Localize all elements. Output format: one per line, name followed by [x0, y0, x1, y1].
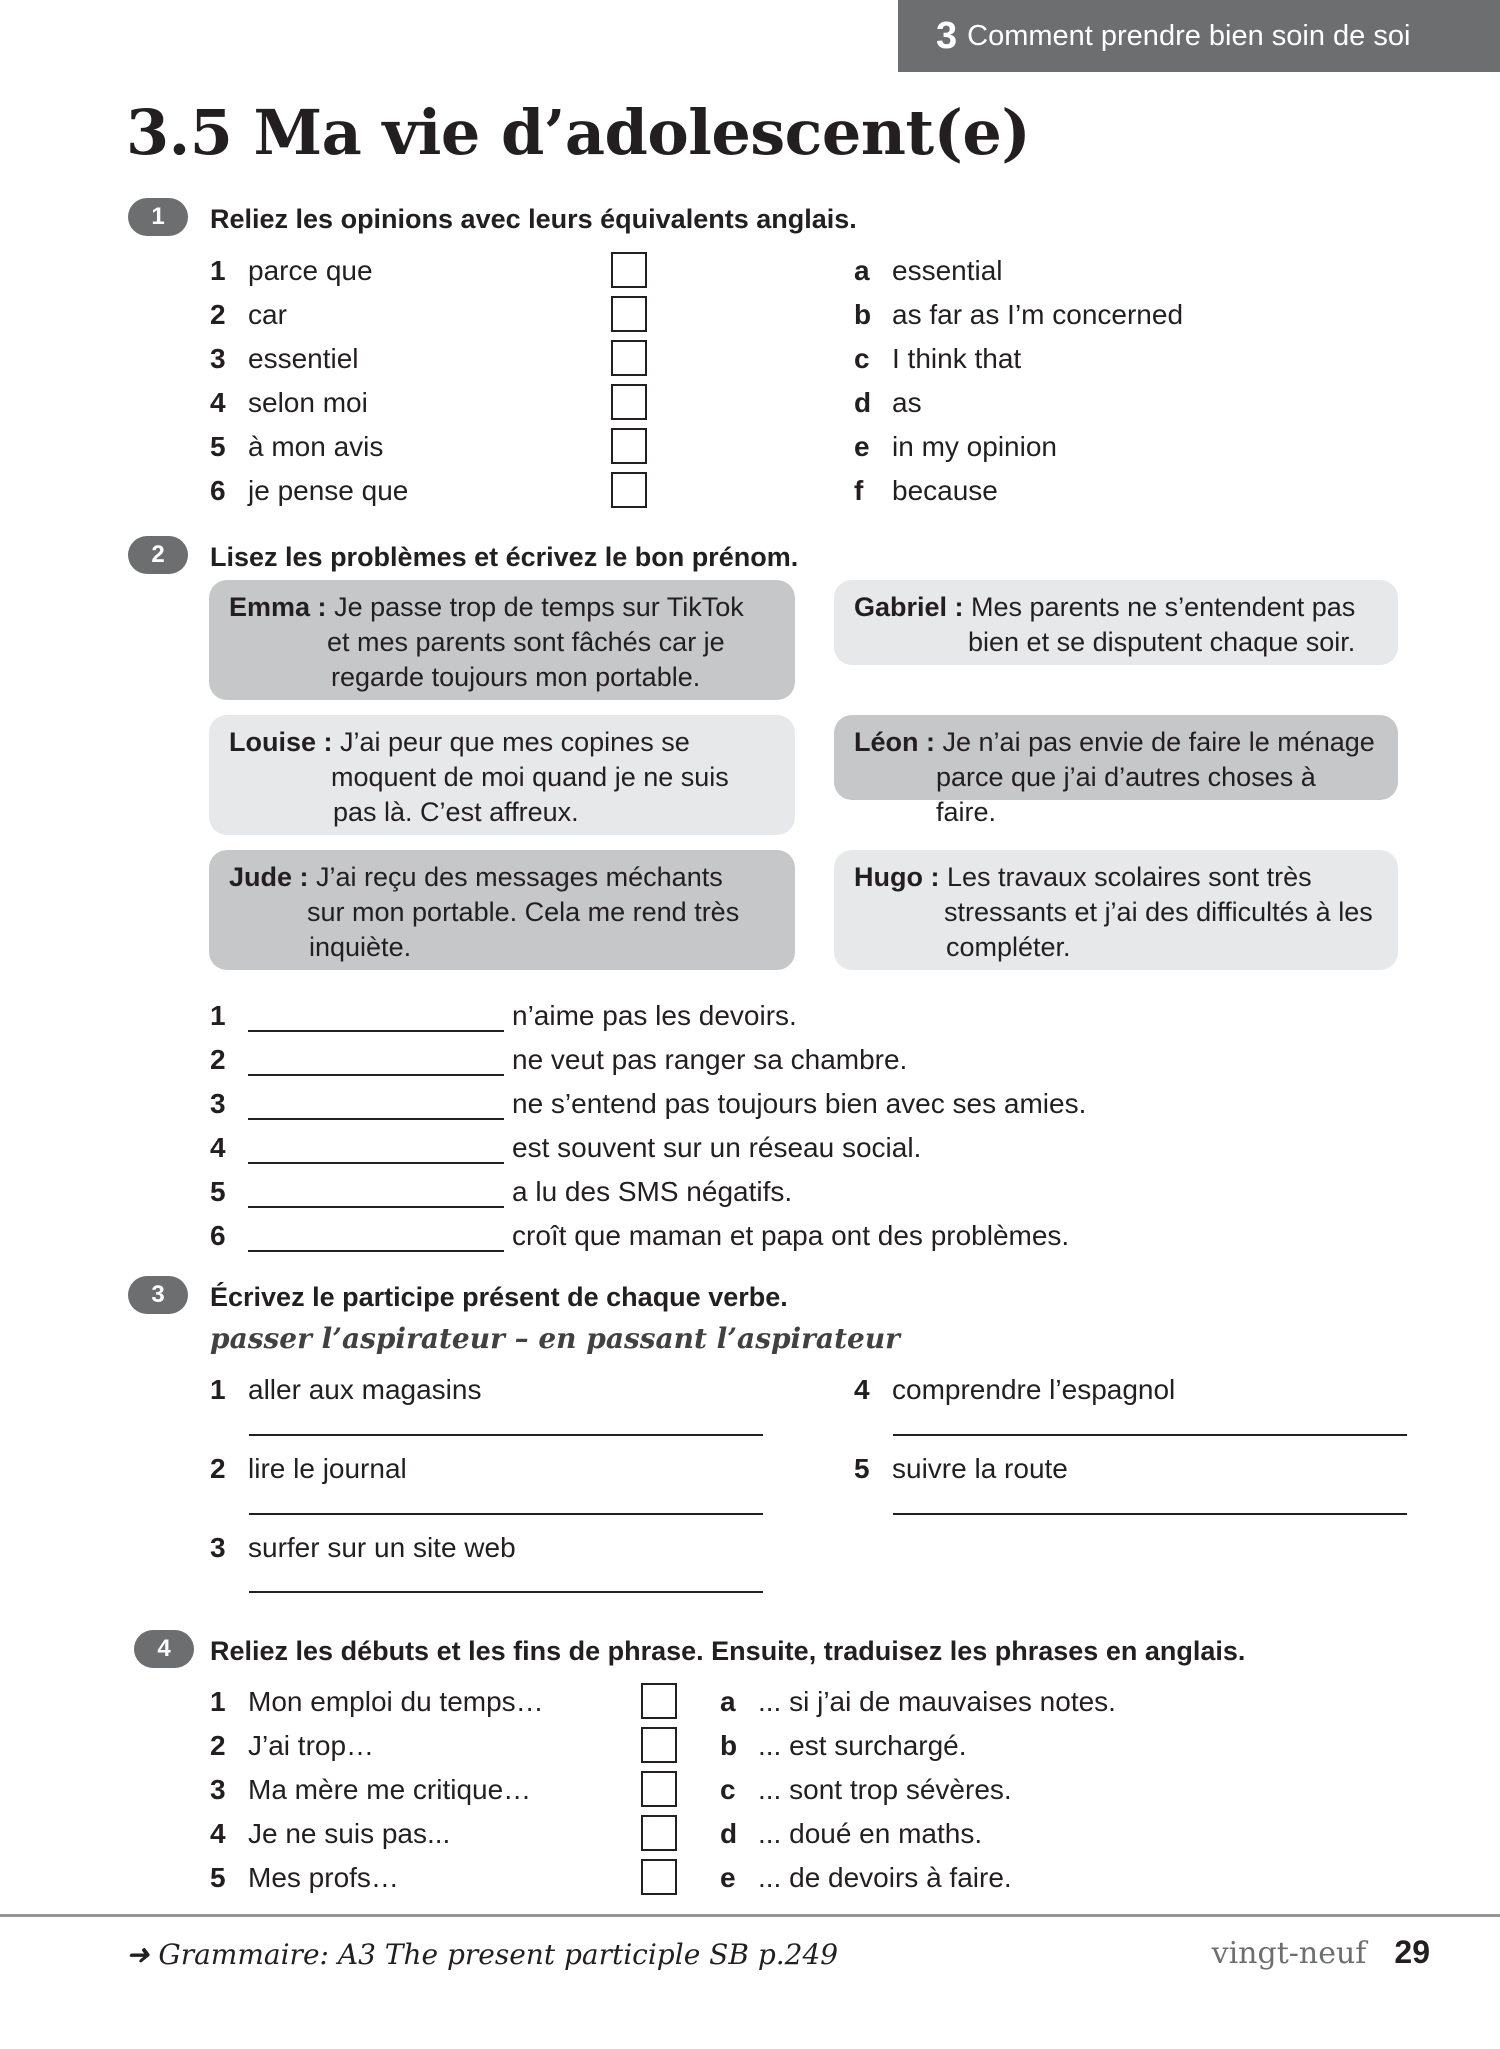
list-item: c I think that: [854, 343, 1022, 374]
list-item: 3 Ma mère me critique…: [210, 1774, 532, 1805]
speech-bubble-gabriel: Gabriel : Mes parents ne s’entendent pas bien et se disputent chaque soir.: [834, 580, 1398, 665]
list-item: 1 Mon emploi du temps…: [210, 1686, 544, 1717]
list-item: a essential: [854, 255, 1003, 286]
answer-box-5[interactable]: [611, 428, 647, 464]
answer-line-5[interactable]: [893, 1513, 1407, 1515]
list-item: 3 ne s’entend pas toujours bien avec ses amies.: [210, 1088, 1087, 1119]
list-item: b ... est surchargé.: [720, 1730, 967, 1761]
list-item: 6 croît que maman et papa ont des problèmes.: [210, 1220, 1070, 1251]
answer-box-2[interactable]: [611, 296, 647, 332]
page-number-word: vingt-neuf: [1211, 1936, 1367, 1971]
list-item: 5 a lu des SMS négatifs.: [210, 1176, 793, 1207]
list-item: 5 suivre la route: [854, 1453, 1068, 1484]
speech-bubble-leon: Léon : Je n’ai pas envie de faire le ménage parce que j’ai d’autres choses à faire.: [834, 715, 1398, 800]
list-item: c ... sont trop sévères.: [720, 1774, 1012, 1805]
list-item: 6 je pense que: [210, 475, 409, 506]
page-title: 3.5 Ma vie d’adolescent(e): [126, 96, 1031, 169]
answer-box-2[interactable]: [641, 1727, 677, 1763]
list-item: 5 à mon avis: [210, 431, 384, 462]
chapter-title: Comment prendre bien soin de soi: [967, 19, 1411, 52]
footer-divider: [0, 1914, 1500, 1917]
list-item: 3 surfer sur un site web: [210, 1532, 516, 1563]
speech-bubble-emma: Emma : Je passe trop de temps sur TikTok et mes parents sont fâchés car je regarde toujours mon portable.: [209, 580, 795, 700]
answer-line-2[interactable]: [249, 1513, 763, 1515]
answer-line-1[interactable]: [249, 1434, 763, 1436]
answer-box-5[interactable]: [641, 1859, 677, 1895]
answer-line-4[interactable]: [893, 1434, 1407, 1436]
list-item: b as far as I’m concerned: [854, 299, 1184, 330]
page-footer: [1212, 1934, 1430, 1971]
list-item: f because: [854, 475, 998, 506]
list-item: 2 ne veut pas ranger sa chambre.: [210, 1044, 908, 1075]
list-item: d ... doué en maths.: [720, 1818, 983, 1849]
answer-box-1[interactable]: [611, 252, 647, 288]
list-item: 4 Je ne suis pas...: [210, 1818, 451, 1849]
exercise-3-instruction: Écrivez le participe présent de chaque verbe.: [210, 1282, 788, 1312]
name-blank-2[interactable]: [248, 1046, 504, 1076]
list-item: e ... de devoirs à faire.: [720, 1862, 1012, 1893]
speech-bubble-hugo: Hugo : Les travaux scolaires sont très stressants et j’ai des difficultés à les compléter.: [834, 850, 1398, 970]
list-item: 1 parce que: [210, 255, 373, 286]
name-blank-5[interactable]: [248, 1178, 504, 1208]
chapter-number: 3: [936, 14, 958, 57]
answer-box-3[interactable]: [641, 1771, 677, 1807]
exercise-2-instruction: Lisez les problèmes et écrivez le bon prénom.: [210, 542, 799, 572]
list-item: a ... si j’ai de mauvaises notes.: [720, 1686, 1116, 1717]
list-item: 4 comprendre l’espagnol: [854, 1374, 1176, 1405]
answer-box-6[interactable]: [611, 472, 647, 508]
name-blank-4[interactable]: [248, 1134, 504, 1164]
list-item: 4 est souvent sur un réseau social.: [210, 1132, 922, 1163]
speech-bubble-louise: Louise : J’ai peur que mes copines se moquent de moi quand je ne suis pas là. C’est affreux.: [209, 715, 795, 835]
name-blank-6[interactable]: [248, 1222, 504, 1252]
exercise-4-instruction: Reliez les débuts et les fins de phrase. Ensuite, traduisez les phrases en anglais.: [210, 1636, 1246, 1666]
name-blank-1[interactable]: [248, 1002, 504, 1032]
list-item: e in my opinion: [854, 431, 1057, 462]
list-item: 1 n’aime pas les devoirs.: [210, 1000, 797, 1031]
exercise-2-badge: 2: [128, 536, 188, 574]
speech-bubble-jude: Jude : J’ai reçu des messages méchants sur mon portable. Cela me rend très inquiète.: [209, 850, 795, 970]
list-item: 2 car: [210, 299, 287, 330]
list-item: 4 selon moi: [210, 387, 368, 418]
exercise-1-badge: 1: [128, 198, 188, 236]
grammar-reference: ➜ Grammaire: A3 The present participle SB p.249: [126, 1938, 839, 1971]
list-item: d as: [854, 387, 922, 418]
list-item: 2 J’ai trop…: [210, 1730, 375, 1761]
answer-line-3[interactable]: [249, 1591, 763, 1593]
list-item: 1 aller aux magasins: [210, 1374, 482, 1405]
example-text: passer l’aspirateur – en passant l’aspirateur: [210, 1322, 900, 1355]
exercise-4-badge: 4: [134, 1630, 194, 1668]
exercise-3-badge: 3: [128, 1276, 188, 1314]
list-item: 5 Mes profs…: [210, 1862, 399, 1893]
name-blank-3[interactable]: [248, 1090, 504, 1120]
answer-box-3[interactable]: [611, 340, 647, 376]
answer-box-4[interactable]: [641, 1815, 677, 1851]
page-number: 29: [1394, 1934, 1430, 1970]
exercise-1-instruction: Reliez les opinions avec leurs équivalents anglais.: [210, 204, 857, 234]
list-item: 3 essentiel: [210, 343, 359, 374]
answer-box-4[interactable]: [611, 384, 647, 420]
list-item: 2 lire le journal: [210, 1453, 407, 1484]
answer-box-1[interactable]: [641, 1683, 677, 1719]
chapter-header: [898, 0, 1500, 72]
